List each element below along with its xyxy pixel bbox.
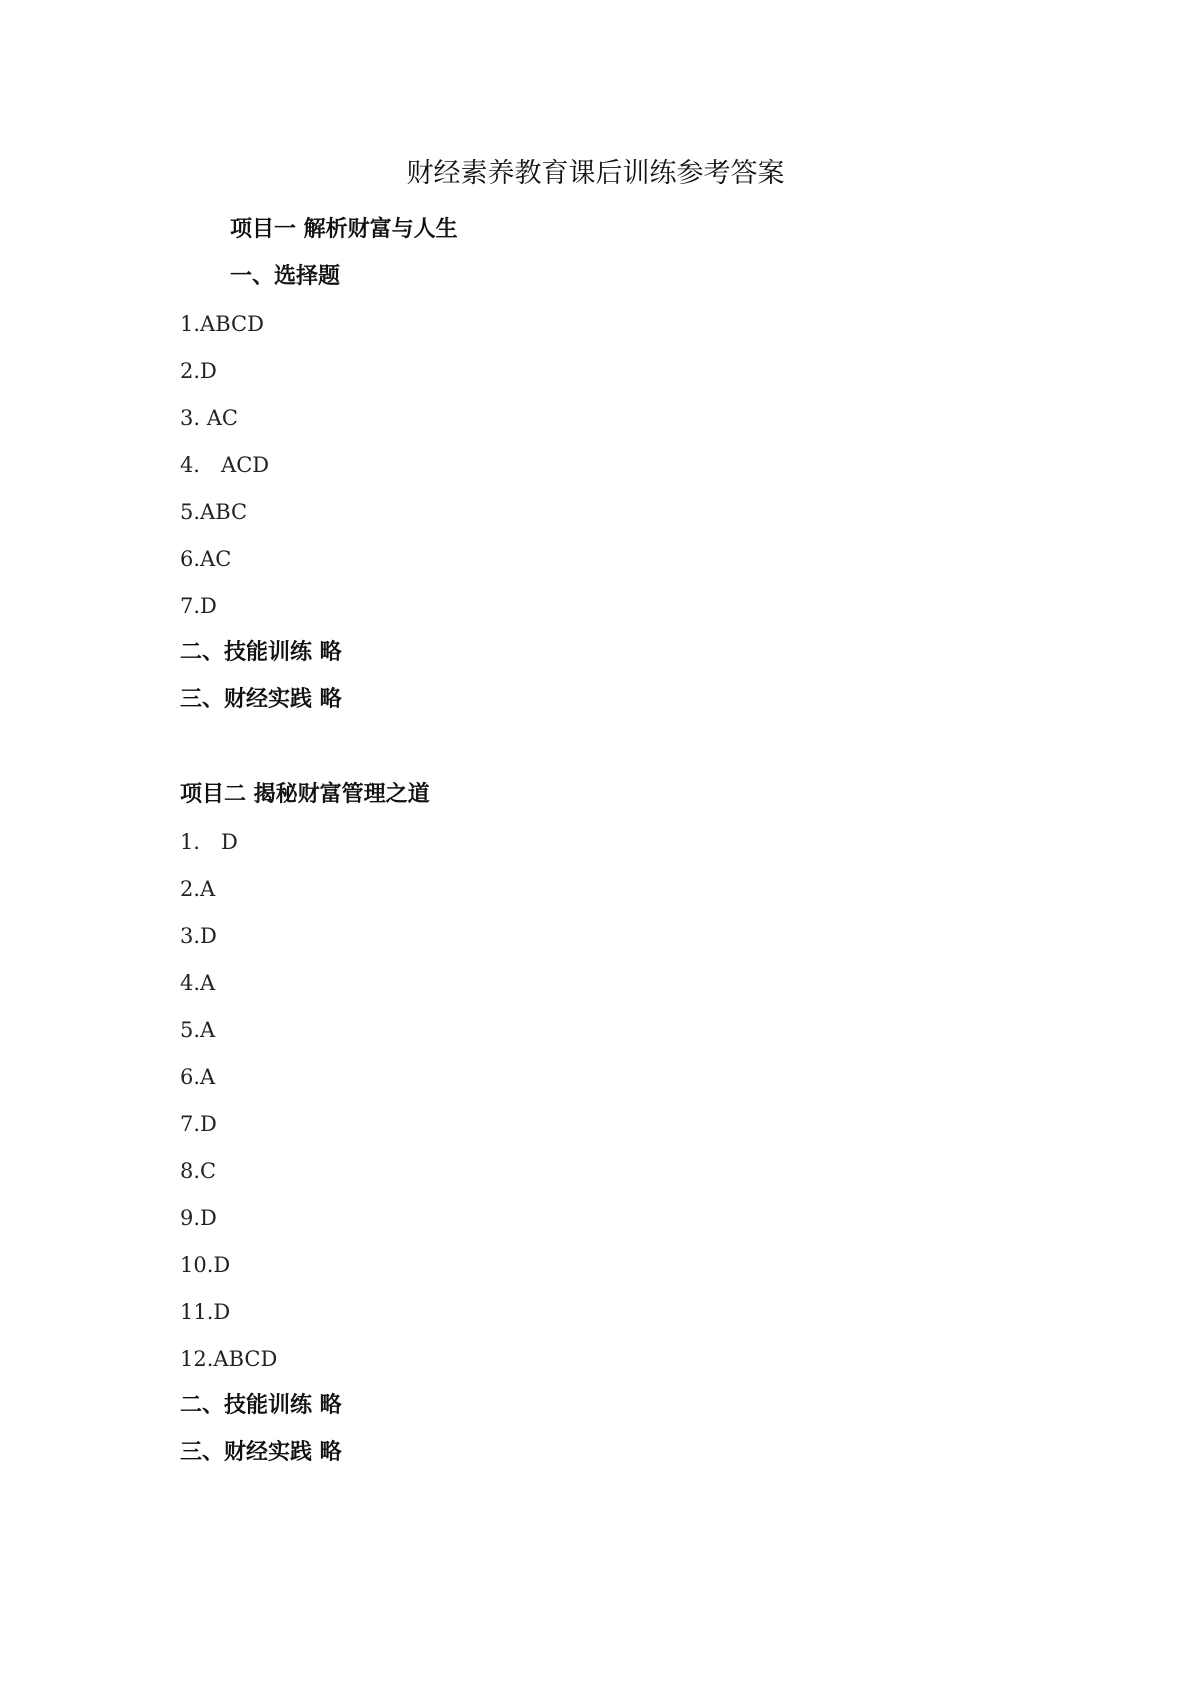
project2-answer-7: 7.D (180, 1112, 217, 1136)
project2-answer-5: 5.A (180, 1018, 216, 1042)
project2-section-practice: 三、财经实践 略 (180, 1440, 342, 1465)
project1-section-practice: 三、财经实践 略 (180, 687, 342, 712)
project2-answer-1: 1． D (180, 830, 238, 854)
project2-answer-9: 9.D (180, 1206, 217, 1230)
project1-answer-3: 3. AC (180, 406, 238, 430)
project2-answer-3: 3.D (180, 924, 217, 948)
project1-section-skills: 二、技能训练 略 (180, 640, 342, 665)
project1-answer-4: 4． ACD (180, 453, 270, 477)
project2-section-skills: 二、技能训练 略 (180, 1393, 342, 1418)
project2-answer-12: 12.ABCD (180, 1347, 278, 1371)
project2-answer-2: 2.A (180, 877, 216, 901)
project1-heading: 项目一 解析财富与人生 (230, 217, 458, 242)
project2-answer-8: 8.C (180, 1159, 217, 1183)
project1-answer-7: 7.D (180, 594, 217, 618)
project2-answer-4: 4.A (180, 971, 216, 995)
project2-answer-10: 10.D (180, 1253, 231, 1277)
project2-heading: 项目二 揭秘财富管理之道 (180, 782, 430, 807)
project1-answer-5: 5.ABC (180, 500, 248, 524)
project1-answer-6: 6.AC (180, 547, 232, 571)
project1-answer-1: 1.ABCD (180, 312, 264, 336)
project1-section-choice: 一、选择题 (230, 264, 341, 289)
document-title: 财经素养教育课后训练参考答案 (406, 158, 785, 189)
project2-answer-6: 6.A (180, 1065, 216, 1089)
project1-answer-2: 2.D (180, 359, 217, 383)
project2-answer-11: 11.D (180, 1300, 231, 1324)
